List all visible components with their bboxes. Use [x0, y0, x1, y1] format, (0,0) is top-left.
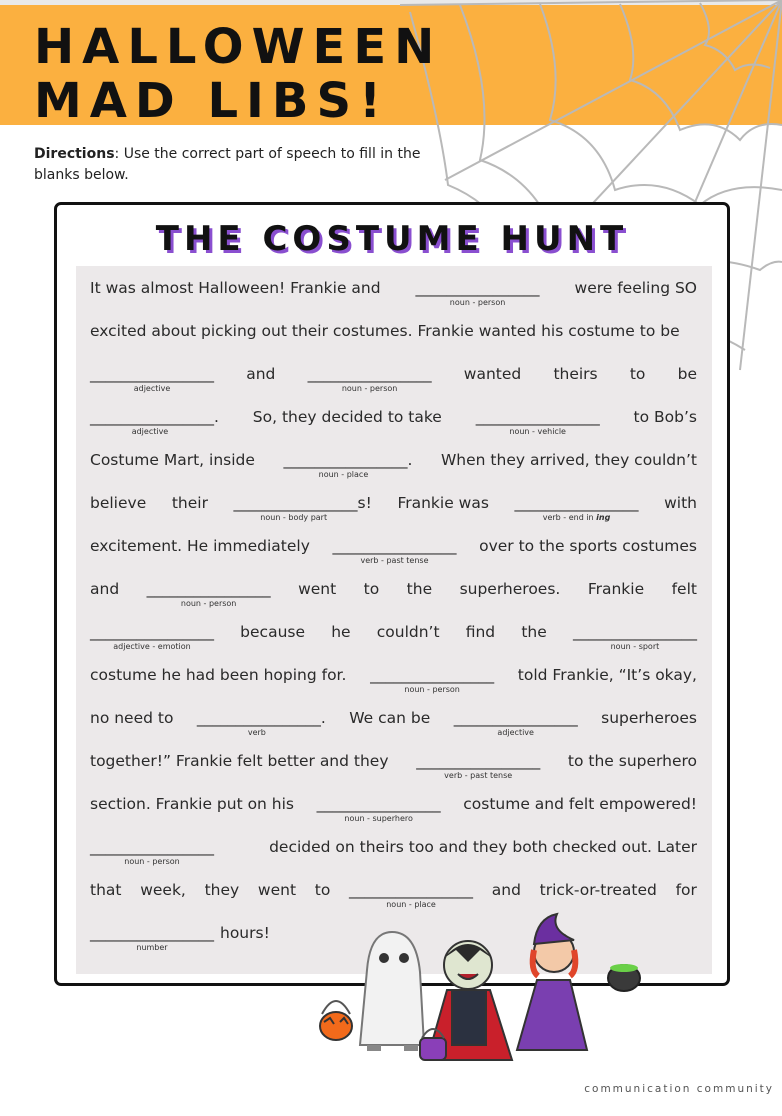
story-line	[90, 881, 697, 907]
part-of-speech-hint: adjective	[497, 728, 534, 737]
story-text: for	[675, 881, 697, 899]
story-text: with	[664, 494, 697, 512]
part-of-speech-hint: adjective	[131, 427, 169, 436]
story-line	[90, 580, 697, 606]
story-line	[90, 623, 697, 649]
story-text: to Bob’s	[633, 408, 697, 426]
story-text: to	[363, 580, 380, 598]
part-of-speech-hint: noun - person	[449, 298, 506, 307]
story-text: trick-or-treated	[539, 881, 657, 899]
story-line	[90, 709, 697, 735]
story-text: went	[257, 881, 297, 899]
part-of-speech-hint: noun - person	[124, 857, 180, 866]
part-of-speech-hint: noun - person	[404, 685, 460, 694]
fill-in-blank[interactable]: ________________ noun - person	[90, 838, 214, 866]
story-text: and	[491, 881, 521, 899]
story-text: week,	[140, 881, 186, 899]
fill-in-blank[interactable]: ________________ noun - place	[349, 881, 474, 909]
story-text: felt	[671, 580, 697, 598]
story-line	[90, 408, 697, 434]
story-line	[90, 537, 697, 563]
brand-footer: communication community	[584, 1083, 774, 1095]
fill-in-blank[interactable]: ________________ noun - superhero	[316, 795, 441, 823]
cauldron-bucket-icon	[608, 964, 640, 991]
fill-in-blank[interactable]: ________________ number	[90, 924, 214, 952]
fill-in-blank[interactable]: ________________ noun - sport	[572, 623, 697, 651]
directions	[34, 144, 454, 186]
story-text: they	[204, 881, 240, 899]
story-line	[90, 279, 697, 305]
part-of-speech-hint: noun - person	[341, 384, 398, 393]
story-text: went	[298, 580, 337, 598]
story-text: the	[521, 623, 547, 641]
fill-in-blank[interactable]: ________________. verb	[196, 709, 326, 737]
story-text: find	[465, 623, 496, 641]
story-text: he	[331, 623, 351, 641]
title-line-1: HALLOWEEN	[34, 19, 443, 75]
fill-in-blank[interactable]: ________________. adjective	[90, 408, 219, 436]
fill-in-blank[interactable]: ________________. noun - place	[283, 451, 413, 479]
part-of-speech-hint: noun - superhero	[344, 814, 413, 823]
costumed-kids-illustration	[312, 910, 652, 1070]
story-text: Frankie was	[397, 494, 489, 512]
part-of-speech-hint: verb - end in ing	[542, 513, 611, 522]
part-of-speech-hint: noun - sport	[610, 642, 660, 651]
directions-label: Directions	[34, 146, 115, 162]
witch-kid-icon	[517, 914, 587, 1050]
part-of-speech-hint: noun - vehicle	[509, 427, 566, 436]
fill-in-blank[interactable]: ________________ noun - person	[307, 365, 432, 393]
story-text: and	[246, 365, 276, 383]
story-line	[90, 752, 697, 778]
story-text: We can be	[349, 709, 431, 727]
fill-in-blank[interactable]: ________________ verb - end in ing	[514, 494, 639, 522]
story-text: When they arrived, they couldn’t	[440, 451, 697, 469]
directions-text: : Use the correct part of speech to fill in the blanks below.	[34, 146, 421, 183]
part-of-speech-hint: verb - past tense	[360, 556, 429, 565]
story-text: believe	[90, 494, 147, 512]
story-title: THE COSTUME HUNT	[155, 219, 629, 259]
story-text: couldn’t	[376, 623, 440, 641]
story-text: costume he had been hoping for.	[90, 666, 347, 684]
part-of-speech-hint: adjective	[133, 384, 171, 393]
story-text: together!” Frankie felt better and they	[90, 752, 389, 770]
part-of-speech-hint: adjective - emotion	[113, 642, 191, 651]
story-text: were feeling SO	[574, 279, 697, 297]
part-of-speech-hint: number	[136, 943, 168, 952]
story-text: be	[677, 365, 697, 383]
story-line	[90, 494, 697, 520]
story-line	[90, 666, 697, 692]
fill-in-blank[interactable]: ________________ adjective	[453, 709, 578, 737]
fill-in-blank[interactable]: ________________ adjective	[90, 365, 214, 393]
story-text: to	[629, 365, 646, 383]
purple-candy-bucket-icon	[420, 1029, 446, 1060]
story-text: because	[240, 623, 306, 641]
story-text: no need to	[90, 709, 174, 727]
fill-in-blank[interactable]: ________________ noun - person	[415, 279, 540, 307]
story-text: over to the sports costumes	[479, 537, 697, 555]
story-text: So, they decided to take	[252, 408, 442, 426]
story-text: wanted	[463, 365, 522, 383]
story-line	[90, 838, 697, 864]
story-line	[90, 322, 697, 348]
fill-in-blank[interactable]: ________________ verb - past tense	[332, 537, 457, 565]
story-text: Frankie	[587, 580, 645, 598]
part-of-speech-hint: noun - place	[386, 900, 436, 909]
story-line	[90, 795, 697, 821]
fill-in-blank[interactable]: ________________ adjective - emotion	[90, 623, 214, 651]
story-text: the	[406, 580, 433, 598]
part-of-speech-hint: noun - place	[318, 470, 369, 479]
story-text: to	[314, 881, 331, 899]
fill-in-blank[interactable]: ________________ noun - vehicle	[475, 408, 600, 436]
story-text: excited about picking out their costumes. Frankie wanted his costume to be	[90, 322, 680, 340]
story-text: superheroes	[601, 709, 697, 727]
part-of-speech-hint: noun - person	[180, 599, 237, 608]
story-text: their	[171, 494, 208, 512]
story-text: costume and felt empowered!	[463, 795, 697, 813]
ghost-kid-icon	[360, 932, 424, 1051]
story-text: to the superhero	[567, 752, 697, 770]
story-text: excitement. He immediately	[90, 537, 310, 555]
fill-in-blank[interactable]: ________________ verb - past tense	[416, 752, 541, 780]
story-text: decided on theirs too and they both checked out. Later	[269, 838, 697, 856]
part-of-speech-hint: verb - past tense	[444, 771, 513, 780]
story-line	[90, 365, 697, 391]
story-text: section. Frankie put on his	[90, 795, 295, 813]
story-text: and	[90, 580, 120, 598]
story-text: that	[90, 881, 122, 899]
story-text: Costume Mart, inside	[90, 451, 255, 469]
story-text: superheroes.	[459, 580, 561, 598]
page-title	[34, 20, 442, 128]
story-text: told Frankie, “It’s okay,	[517, 666, 697, 684]
fill-in-blank[interactable]: ________________s! noun - body part	[233, 494, 372, 522]
title-line-2: MAD LIBS!	[34, 73, 389, 129]
pumpkin-bucket-icon	[320, 1001, 352, 1040]
part-of-speech-hint: verb	[247, 728, 266, 737]
story-line	[90, 451, 697, 477]
fill-in-blank[interactable]: ________________ noun - person	[370, 666, 495, 694]
fill-in-blank[interactable]: ________________ noun - person	[146, 580, 271, 608]
story-text: It was almost Halloween! Frankie and	[90, 279, 381, 297]
story-text: hours!	[220, 924, 270, 942]
part-of-speech-hint: noun - body part	[260, 513, 328, 522]
story-text: theirs	[553, 365, 598, 383]
